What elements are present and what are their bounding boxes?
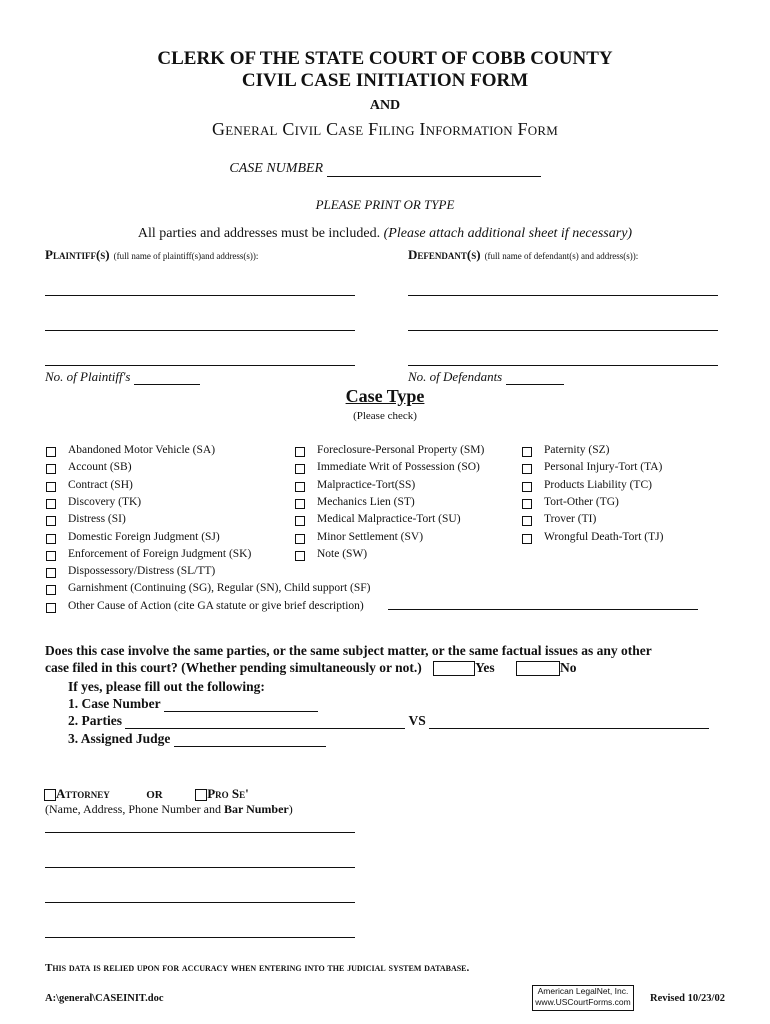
case-type-option: Personal Injury-Tort (TA): [544, 461, 663, 474]
please-print: PLEASE PRINT OR TYPE: [315, 197, 455, 212]
case-type-checkbox[interactable]: [46, 516, 56, 526]
attorney-info-bold: Bar Number: [223, 802, 289, 816]
case-type-option: Minor Settlement (SV): [317, 530, 424, 543]
case-type-checkbox[interactable]: [46, 585, 56, 595]
parties-instruction-note: (Please attach additional sheet if necessary): [383, 226, 633, 241]
case-type-option: Wrongful Death-Tort (TJ): [544, 530, 664, 543]
attorney-line[interactable]: [45, 867, 355, 868]
case-type-title: Case Type: [345, 386, 425, 406]
attorney-checkbox[interactable]: [44, 789, 56, 801]
defendant-line[interactable]: [408, 295, 718, 296]
related-question-line2-row: [45, 660, 577, 676]
related-case-number-field[interactable]: [164, 699, 318, 712]
related-judge-label: 3. Assigned Judge: [68, 731, 171, 746]
case-type-checkbox[interactable]: [46, 568, 56, 578]
case-type-option: Foreclosure-Personal Property (SM): [317, 444, 485, 456]
case-type-checkbox[interactable]: [46, 603, 56, 613]
case-type-option: Medical Malpractice-Tort (SU): [317, 513, 461, 526]
defendant-count-row: [408, 369, 564, 385]
related-question-line2: case filed in this court? (Whether pending simultaneously or not.): [45, 660, 422, 675]
case-type-checkbox[interactable]: [295, 482, 305, 492]
case-number-field[interactable]: [327, 164, 541, 177]
parties-instruction: [0, 226, 770, 242]
related-parties-label: 2. Parties: [68, 713, 122, 728]
publisher-stamp: [532, 985, 634, 1011]
case-type-option: Mechanics Lien (ST): [317, 495, 415, 508]
attorney-line[interactable]: [45, 902, 355, 903]
defendant-count-field[interactable]: [506, 372, 564, 385]
case-type-checkbox[interactable]: [46, 499, 56, 509]
attorney-row: [44, 786, 249, 802]
case-type-option: Dispossessory/Distress (SL/TT): [68, 565, 216, 578]
case-type-option: Garnishment (Continuing (SG), Regular (SN), Child support (SF): [68, 582, 371, 595]
if-yes-label: If yes, please fill out the following:: [68, 679, 265, 694]
plaintiff-count-row: [45, 369, 200, 385]
plaintiff-count-field[interactable]: [134, 372, 200, 385]
case-type-checkbox[interactable]: [46, 447, 56, 457]
footer-notice: This data is relied upon for accuracy when entering into the judicial system database.: [45, 962, 470, 974]
form-title-and: AND: [369, 98, 401, 113]
case-number-label: CASE NUMBER: [229, 161, 324, 176]
stamp-line2: www.USCourtForms.com: [535, 997, 631, 1007]
defendant-line[interactable]: [408, 330, 718, 331]
form-title-line3: General Civil Case Filing Information Form: [212, 119, 558, 139]
related-judge-row: [68, 731, 326, 747]
case-type-checkbox[interactable]: [46, 482, 56, 492]
case-type-option: Domestic Foreign Judgment (SJ): [68, 530, 220, 543]
case-type-checkbox[interactable]: [522, 482, 532, 492]
case-type-checkbox[interactable]: [522, 447, 532, 457]
case-type-checkbox[interactable]: [522, 464, 532, 474]
case-type-option: Discovery (TK): [68, 495, 142, 508]
case-type-checkbox[interactable]: [295, 464, 305, 474]
yes-label: Yes: [475, 660, 495, 675]
no-checkbox[interactable]: [516, 661, 560, 676]
related-question-line1: Does this case involve the same parties, or the same subject matter, or the same factual issues as any other: [45, 643, 652, 658]
defendant-sublabel: (full name of defendant(s) and address(s)):: [484, 251, 639, 261]
case-type-checkbox[interactable]: [522, 499, 532, 509]
defendant-label: Defendant(s): [408, 247, 481, 262]
attorney-label: Attorney: [56, 786, 110, 801]
plaintiff-sublabel: (full name of plaintiff(s)and address(s)):: [113, 251, 259, 261]
related-judge-field[interactable]: [174, 734, 326, 747]
case-type-option: Products Liability (TC): [544, 478, 652, 491]
defendant-count-label: No. of Defendants: [408, 369, 503, 384]
file-path: A:\general\CASEINIT.doc: [45, 993, 164, 1004]
case-type-checkbox[interactable]: [295, 534, 305, 544]
attorney-info-suffix: ): [288, 802, 293, 816]
related-case-number-label: 1. Case Number: [68, 696, 161, 711]
case-type-option: Abandoned Motor Vehicle (SA): [68, 444, 216, 456]
case-type-checkbox[interactable]: [295, 551, 305, 561]
form-title-line1: CLERK OF THE STATE COURT OF COBB COUNTY: [157, 48, 613, 69]
other-cause-line[interactable]: [388, 609, 698, 610]
case-type-option: Account (SB): [68, 461, 132, 474]
case-type-option: Distress (SI): [68, 513, 126, 526]
defendant-line[interactable]: [408, 365, 718, 366]
or-label: OR: [146, 789, 163, 801]
pro-se-label: Pro Se': [207, 786, 249, 801]
case-type-checkbox[interactable]: [295, 447, 305, 457]
case-type-option: Immediate Writ of Possession (SO): [317, 461, 480, 474]
case-type-checkbox[interactable]: [522, 534, 532, 544]
stamp-line1: American LegalNet, Inc.: [537, 986, 629, 996]
yes-checkbox[interactable]: [433, 661, 475, 676]
no-label: No: [560, 660, 577, 675]
related-parties-row: [68, 713, 709, 729]
related-parties-field-2[interactable]: [429, 716, 709, 729]
case-type-checkbox[interactable]: [46, 534, 56, 544]
pro-se-checkbox[interactable]: [195, 789, 207, 801]
case-type-checkbox[interactable]: [46, 464, 56, 474]
form-title-line2: CIVIL CASE INITIATION FORM: [241, 70, 529, 91]
case-type-option: Paternity (SZ): [544, 444, 610, 456]
attorney-info-prefix: (Name, Address, Phone Number and: [45, 802, 224, 816]
case-type-option: Note (SW): [317, 547, 368, 560]
plaintiff-label: Plaintiff(s): [45, 247, 110, 262]
related-case-number-row: [68, 696, 318, 712]
attorney-info-label: [45, 802, 293, 817]
case-type-option: Other Cause of Action (cite GA statute or give brief description): [68, 599, 364, 612]
parties-instruction-text: All parties and addresses must be included.: [137, 226, 381, 241]
vs-label: VS: [408, 713, 426, 728]
plaintiff-line[interactable]: [45, 295, 355, 296]
plaintiff-line[interactable]: [45, 330, 355, 331]
plaintiff-count-label: No. of Plaintiff's: [45, 369, 131, 384]
case-number-row: [0, 161, 770, 177]
case-type-checkbox[interactable]: [46, 551, 56, 561]
case-type-option: Malpractice-Tort(SS): [317, 478, 416, 491]
plaintiff-header: [45, 246, 258, 264]
case-type-checkbox[interactable]: [295, 499, 305, 509]
attorney-line[interactable]: [45, 937, 355, 938]
case-type-option: Trover (TI): [544, 513, 597, 526]
case-type-option: Tort-Other (TG): [544, 495, 619, 508]
attorney-line[interactable]: [45, 832, 355, 833]
revised-date: Revised 10/23/02: [650, 993, 725, 1004]
case-type-checkbox[interactable]: [295, 516, 305, 526]
case-type-checkbox[interactable]: [522, 516, 532, 526]
case-type-option: Contract (SH): [68, 478, 133, 491]
case-type-subtitle: (Please check): [353, 410, 417, 422]
defendant-header: [408, 246, 638, 264]
plaintiff-line[interactable]: [45, 365, 355, 366]
case-type-option: Enforcement of Foreign Judgment (SK): [68, 547, 252, 560]
related-parties-field-1[interactable]: [125, 716, 405, 729]
